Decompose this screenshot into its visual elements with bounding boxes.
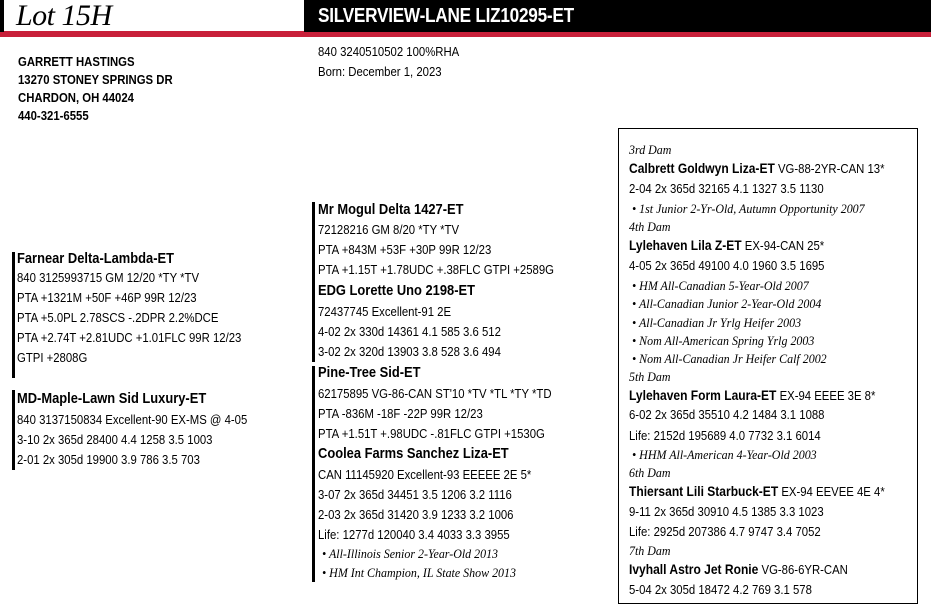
dam-dam-name: Coolea Farms Sanchez Liza-ET bbox=[318, 445, 509, 462]
sire-sire-line: PTA +843M +53F +30P 99R 12/23 bbox=[318, 242, 492, 257]
owner-phone: 440-321-6555 bbox=[18, 108, 89, 123]
dam7-label: 7th Dam bbox=[629, 543, 671, 558]
dam3-label: 3rd Dam bbox=[629, 142, 672, 157]
dam-line: 840 3137150834 Excellent-90 EX-MS @ 4-05 bbox=[17, 412, 248, 427]
dam3-honor: • 1st Junior 2-Yr-Old, Autumn Opportunity 2007 bbox=[632, 201, 865, 216]
dam4-honor: • HM All-Canadian 5-Year-Old 2007 bbox=[632, 278, 809, 293]
dam7-line: 5-04 2x 305d 18472 4.2 769 3.1 578 bbox=[629, 582, 812, 597]
sire-sire-name: Mr Mogul Delta 1427-ET bbox=[318, 201, 464, 218]
dam5-honor: • HHM All-American 4-Year-Old 2003 bbox=[632, 447, 817, 462]
dam-name: MD-Maple-Lawn Sid Luxury-ET bbox=[17, 390, 207, 407]
header-band bbox=[0, 0, 931, 34]
dam5-class: EX-94 EEEE 3E 8* bbox=[776, 388, 876, 403]
dam-line: 2-01 2x 305d 19900 3.9 786 3.5 703 bbox=[17, 452, 200, 467]
dam5-line: Life: 2152d 195689 4.0 7732 3.1 6014 bbox=[629, 428, 821, 443]
lot-number: Lot 15H bbox=[16, 0, 112, 32]
dam6-line: 9-11 2x 365d 30910 4.5 1385 3.3 1023 bbox=[629, 504, 824, 519]
dam6-name: Thiersant Lili Starbuck-ET bbox=[629, 483, 779, 499]
sire-dam-line: 3-02 2x 320d 13903 3.8 528 3.6 494 bbox=[318, 344, 501, 359]
dam-dam-line: CAN 11145920 Excellent-93 EEEEE 2E 5* bbox=[318, 467, 532, 482]
dam4-name: Lylehaven Lila Z-ET bbox=[629, 237, 742, 253]
dam-sire-line: PTA -836M -18F -22P 99R 12/23 bbox=[318, 406, 483, 421]
animal-born: Born: December 1, 2023 bbox=[318, 64, 442, 79]
dam-line: 3-10 2x 365d 28400 4.4 1258 3.5 1003 bbox=[17, 432, 213, 447]
dam7-entry bbox=[629, 561, 848, 578]
sire-bracket bbox=[12, 252, 15, 378]
dam4-class: EX-94-CAN 25* bbox=[741, 238, 825, 253]
sire-line: GTPI +2808G bbox=[17, 350, 88, 365]
dam-dam-line: Life: 1277d 120040 3.4 4033 3.3 3955 bbox=[318, 527, 510, 542]
sire-side-bracket bbox=[312, 202, 315, 362]
animal-id-line: 840 3240510502 100%RHA bbox=[318, 44, 460, 59]
dam5-entry bbox=[629, 387, 875, 404]
sire-name: Farnear Delta-Lambda-ET bbox=[17, 250, 174, 267]
sire-line: PTA +1321M +50F +46P 99R 12/23 bbox=[17, 290, 197, 305]
dam3-name: Calbrett Goldwyn Liza-ET bbox=[629, 160, 775, 176]
dam3-line: 2-04 2x 365d 32165 4.1 1327 3.5 1130 bbox=[629, 181, 824, 196]
dam4-honor: • Nom All-Canadian Jr Heifer Calf 2002 bbox=[632, 351, 827, 366]
dam4-entry bbox=[629, 237, 824, 254]
dam6-label: 6th Dam bbox=[629, 465, 671, 480]
dam3-class: VG-88-2YR-CAN 13* bbox=[774, 161, 885, 176]
owner-name: GARRETT HASTINGS bbox=[18, 54, 135, 69]
dam4-honor: • Nom All-American Spring Yrlg 2003 bbox=[632, 333, 815, 348]
dam-bracket bbox=[12, 390, 15, 470]
dam-sire-name: Pine-Tree Sid-ET bbox=[318, 364, 421, 381]
dam-dam-honor: • All-Illinois Senior 2-Year-Old 2013 bbox=[322, 546, 499, 561]
dam5-name: Lylehaven Form Laura-ET bbox=[629, 387, 777, 403]
dam6-entry bbox=[629, 483, 885, 500]
lot-box bbox=[4, 0, 304, 36]
dam7-name: Ivyhall Astro Jet Ronie bbox=[629, 561, 759, 577]
sire-line: PTA +2.74T +2.81UDC +1.01FLC 99R 12/23 bbox=[17, 330, 242, 345]
dam5-label: 5th Dam bbox=[629, 369, 671, 384]
dam6-class: EX-94 EEVEE 4E 4* bbox=[778, 484, 885, 499]
sire-dam-name: EDG Lorette Uno 2198-ET bbox=[318, 282, 475, 299]
dam7-class: VG-86-6YR-CAN bbox=[758, 562, 848, 577]
sire-dam-line: 4-02 2x 330d 14361 4.1 585 3.6 512 bbox=[318, 324, 501, 339]
animal-name: SILVERVIEW-LANE LIZ10295-ET bbox=[318, 5, 574, 27]
owner-city: CHARDON, OH 44024 bbox=[18, 90, 134, 105]
dam3-entry bbox=[629, 160, 885, 177]
sire-sire-line: 72128216 GM 8/20 *TY *TV bbox=[318, 222, 460, 237]
dam4-line: 4-05 2x 365d 49100 4.0 1960 3.5 1695 bbox=[629, 258, 825, 273]
dam4-honor: • All-Canadian Jr Yrlg Heifer 2003 bbox=[632, 315, 802, 330]
sire-line: 840 3125993715 GM 12/20 *TY *TV bbox=[17, 270, 200, 285]
sire-line: PTA +5.0PL 2.78SCS -.2DPR 2.2%DCE bbox=[17, 310, 219, 325]
owner-street: 13270 STONEY SPRINGS DR bbox=[18, 72, 173, 87]
dam-dam-line: 3-07 2x 365d 34451 3.5 1206 3.2 1116 bbox=[318, 487, 512, 502]
dam-dam-line: 2-03 2x 365d 31420 3.9 1233 3.2 1006 bbox=[318, 507, 514, 522]
dam5-line: 6-02 2x 365d 35510 4.2 1484 3.1 1088 bbox=[629, 407, 825, 422]
dam4-label: 4th Dam bbox=[629, 219, 671, 234]
dam4-honor: • All-Canadian Junior 2-Year-Old 2004 bbox=[632, 296, 822, 311]
dam-side-bracket bbox=[312, 366, 315, 582]
dam6-line: Life: 2925d 207386 4.7 9747 3.4 7052 bbox=[629, 524, 821, 539]
dam-sire-line: 62175895 VG-86-CAN ST'10 *TV *TL *TY *TD bbox=[318, 386, 552, 401]
sire-dam-line: 72437745 Excellent-91 2E bbox=[318, 304, 452, 319]
dam-sire-line: PTA +1.51T +.98UDC -.81FLC GTPI +1530G bbox=[318, 426, 545, 441]
dam-dam-honor: • HM Int Champion, IL State Show 2013 bbox=[322, 565, 517, 580]
sire-sire-line: PTA +1.15T +1.78UDC +.38FLC GTPI +2589G bbox=[318, 262, 554, 277]
